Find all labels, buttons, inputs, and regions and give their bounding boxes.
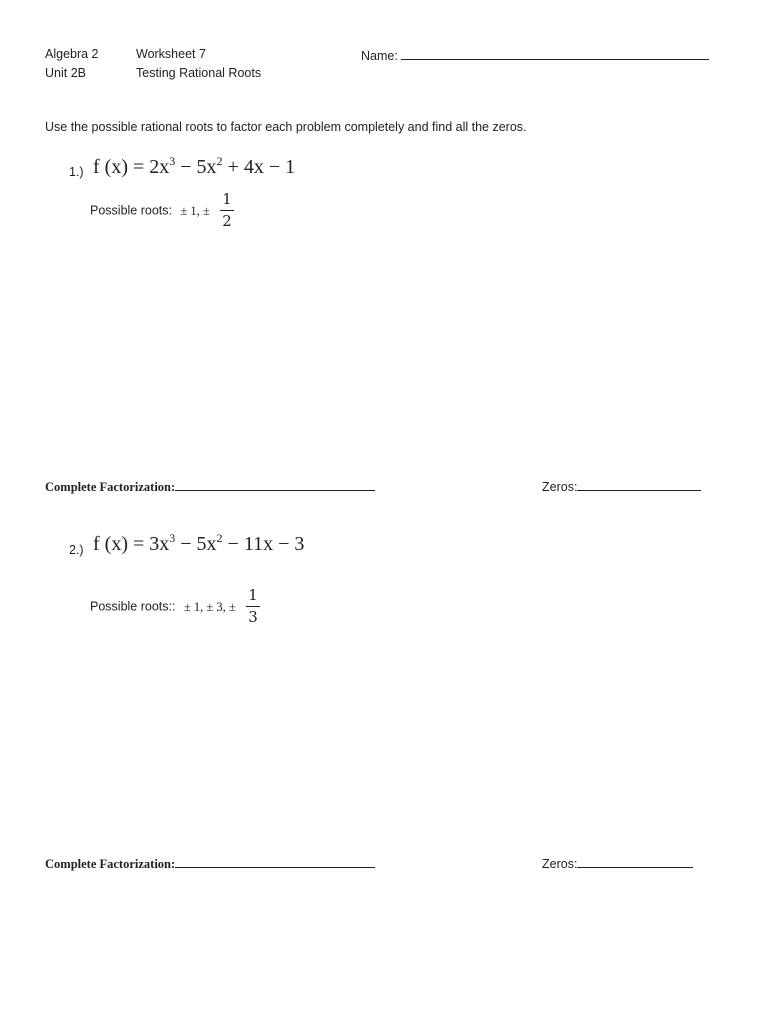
problem-2-number: 2.) [69,543,84,557]
roots-values: ± 1, ± [180,203,210,218]
roots-label: Possible roots: [90,203,172,218]
problem-2-roots [90,588,260,625]
factorization-label: Complete Factorization: [45,857,176,871]
problem-1-number: 1.) [69,165,84,179]
roots-label: Possible roots:: [90,599,176,614]
factorization-line[interactable] [175,855,375,868]
zeros-field[interactable] [542,478,701,494]
zeros-line[interactable] [577,855,693,868]
factorization-field[interactable] [45,478,375,495]
zeros-line[interactable] [577,478,701,491]
roots-fraction: $\frac{1}{3}$ [248,586,258,626]
worksheet-label: Worksheet 7 [136,47,206,61]
name-label: Name: [361,49,398,63]
unit-label: Unit 2B [45,66,86,80]
factorization-line[interactable] [175,478,375,491]
factorization-label: Complete Factorization: [45,480,176,494]
factorization-field[interactable] [45,855,375,872]
zeros-label: Zeros: [542,857,578,871]
topic-label: Testing Rational Roots [136,66,262,80]
course-label: Algebra 2 [45,47,99,61]
problem-2-equation: f $(x) = 3x^3 - 5x^2 - 11x - 3$ [93,531,305,555]
name-field[interactable] [361,47,709,63]
name-line[interactable] [401,47,709,60]
problem-1-equation: f $(x) = 2x^3 - 5x^2 + 4x - 1$ [93,154,296,178]
roots-fraction: $\frac{1}{2}$ [222,190,232,230]
roots-values: ± 1, ± 3, ± [183,599,236,614]
problem-1-roots [90,192,234,229]
zeros-field[interactable] [542,855,693,871]
instructions: Use the possible rational roots to factor each problem completely and find all the zeros. [45,120,527,134]
zeros-label: Zeros: [542,480,578,494]
